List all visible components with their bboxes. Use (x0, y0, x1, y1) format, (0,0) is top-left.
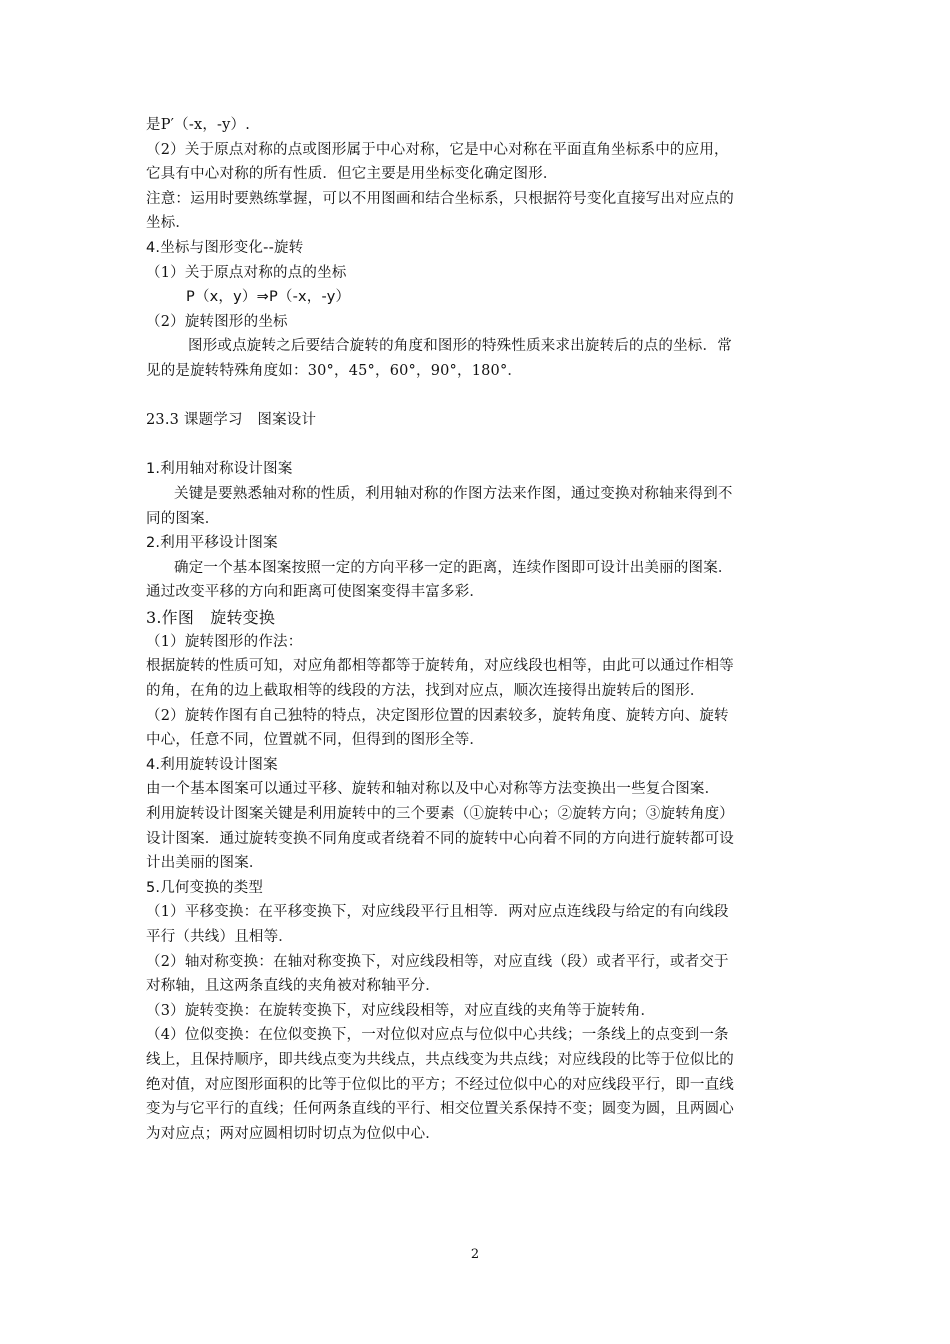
text-line: （2）轴对称变换：在轴对称变换下，对应线段相等，对应直线（段）或者平行，或者交于 (146, 953, 729, 970)
section-heading: 4.利用旋转设计图案 (146, 756, 278, 773)
text-line: 图形或点旋转之后要结合旋转的角度和图形的特殊性质来求出旋转后的点的坐标．常 (188, 338, 732, 355)
text-line: 关键是要熟悉轴对称的性质，利用轴对称的作图方法来作图，通过变换对称轴来得到不 (174, 485, 733, 502)
section-heading: 2.利用平移设计图案 (146, 535, 278, 552)
text-line: 为对应点；两对应圆相切时切点为位似中心． (146, 1125, 440, 1142)
text-line: 是P′（-x，-y）. (146, 117, 251, 133)
text-line: 它具有中心对称的所有性质．但它主要是用坐标变化确定图形． (146, 166, 558, 183)
text-line: 根据旋转的性质可知，对应角都相等都等于旋转角，对应线段也相等，由此可以通过作相等 (146, 658, 734, 675)
text-line: 对称轴，且这两条直线的夹角被对称轴平分． (146, 978, 440, 995)
text-line: 线上，且保持顺序，即共线点变为共线点，共点线变为共点线；对应线段的比等于位似比的 (146, 1051, 734, 1068)
section-heading: 1.利用轴对称设计图案 (146, 461, 293, 478)
text-line: 中心，任意不同，位置就不同，但得到的图形全等． (146, 732, 485, 749)
text-line: 见的是旋转特殊角度如：30°，45°，60°，90°，180°． (146, 362, 523, 379)
text-line: 坐标． (146, 215, 191, 232)
text-line: 利用旋转设计图案关键是利用旋转中的三个要素（①旋转中心；②旋转方向；③旋转角度） (146, 806, 734, 823)
text-line: 注意：运用时要熟练掌握，可以不用图画和结合坐标系，只根据符号变化直接写出对应点的 (146, 190, 734, 207)
text-line: （2）旋转图形的坐标 (146, 313, 288, 330)
text-line: 平行（共线）且相等． (146, 929, 293, 945)
text-line: 绝对值，对应图形面积的比等于位似比的平方；不经过位似中心的对应线段平行，即一直线 (146, 1076, 734, 1093)
section-heading: 5.几何变换的类型 (146, 879, 264, 896)
section-heading: 3.作图 旋转变换 (146, 607, 276, 627)
text-line: （1）平移变换：在平移变换下，对应线段平行且相等．两对应点连线段与给定的有向线段 (146, 904, 729, 921)
text-line: 确定一个基本图案按照一定的方向平移一定的距离，连续作图即可设计出美丽的图案． (174, 559, 733, 576)
text-line: 计出美丽的图案． (146, 855, 264, 872)
text-line: 设计图案．通过旋转变换不同角度或者绕着不同的旋转中心向着不同的方向进行旋转都可设 (146, 830, 734, 847)
text-line: （3）旋转变换：在旋转变换下，对应线段相等，对应直线的夹角等于旋转角． (146, 1002, 656, 1019)
page-content (146, 113, 812, 1146)
text-line: 变为与它平行的直线；任何两条直线的平行、相交位置关系保持不变；圆变为圆，且两圆心 (146, 1101, 734, 1118)
text-line: （1）关于原点对称的点的坐标 (146, 264, 347, 281)
text-line: 通过改变平移的方向和距离可使图案变得丰富多彩． (146, 584, 485, 601)
spacer (146, 433, 812, 458)
spacer (146, 384, 812, 409)
chapter-heading: 23.3 课题学习 图案设计 (146, 412, 317, 429)
text-line: 由一个基本图案可以通过平移、旋转和轴对称以及中心对称等方法变换出一些复合图案． (146, 781, 720, 798)
text-line: （1）旋转图形的作法： (146, 633, 303, 650)
text-line: （2）旋转作图有自己独特的特点，决定图形位置的因素较多，旋转角度、旋转方向、旋转 (146, 707, 729, 724)
text-line: 的角，在角的边上截取相等的线段的方法，找到对应点，顺次连接得出旋转后的图形． (146, 683, 705, 700)
formula-line: P（x，y）⇒P（-x，-y） (186, 289, 351, 306)
text-line: （4）位似变换：在位似变换下，一对位似对应点与位似中心共线；一条线上的点变到一条 (146, 1027, 729, 1044)
section-heading: 4.坐标与图形变化--旋转 (146, 239, 304, 256)
text-line: （2）关于原点对称的点或图形属于中心对称，它是中心对称在平面直角坐标系中的应用， (146, 141, 729, 158)
text-line: 同的图案． (146, 510, 220, 527)
page-number: 2 (470, 1247, 480, 1262)
